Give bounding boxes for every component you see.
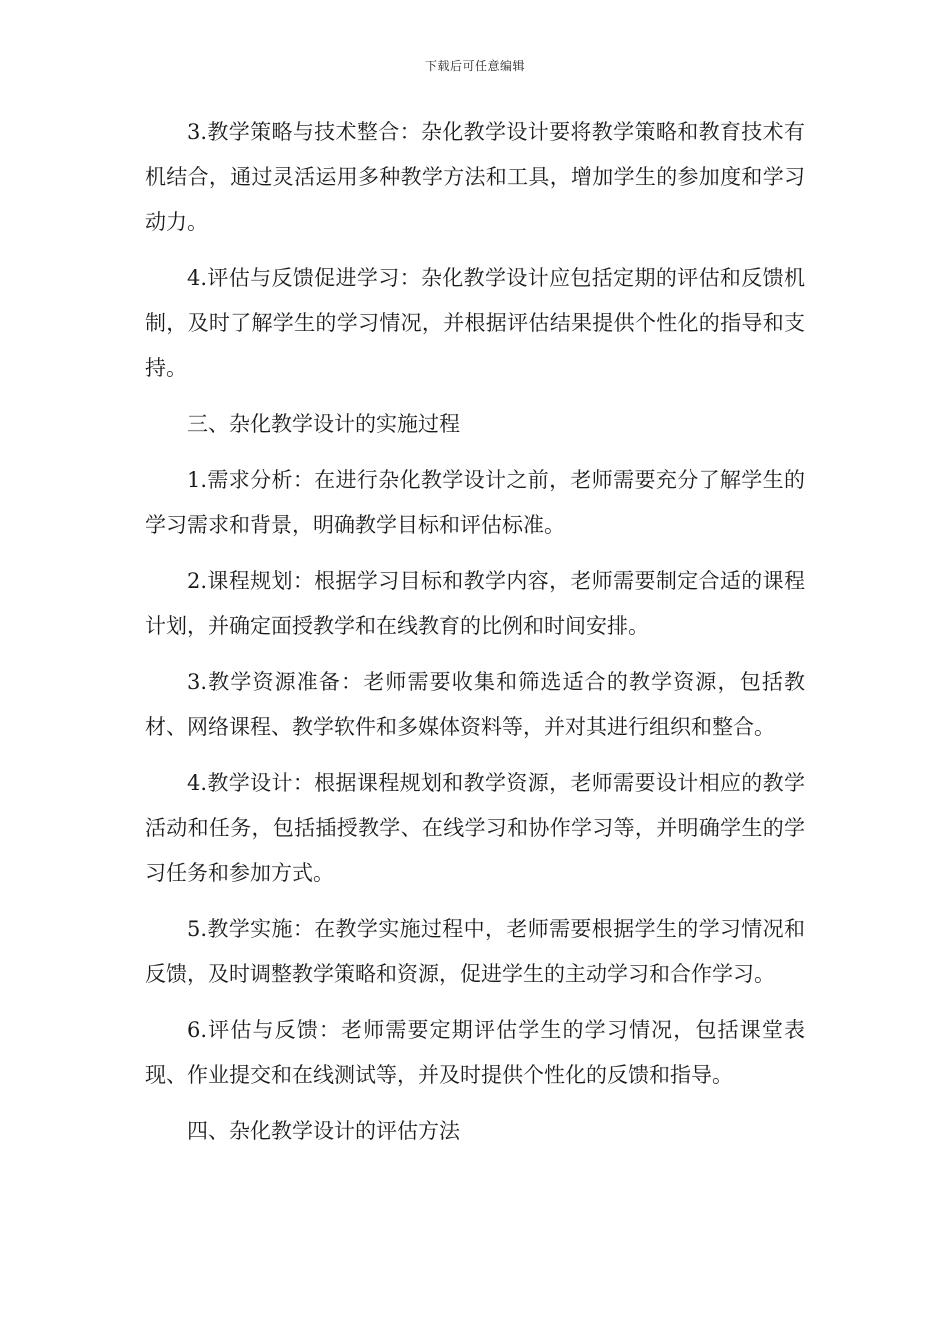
- paragraph-instructional-design: 4.教学设计：根据课程规划和教学资源，老师需要设计相应的教学活动和任务，包括插授教学、在线学习和协作学习等，并明确学生的学习任务和参加方式。: [145, 771, 805, 885]
- paragraph-strategy-tech: 3.教学策略与技术整合：杂化教学设计要将教学策略和教育技术有机结合，通过灵活运用多种教学方法和工具，增加学生的参加度和学习动力。: [145, 120, 805, 234]
- section-heading-evaluation-methods: 四、杂化教学设计的评估方法: [187, 1119, 460, 1143]
- paragraph-needs-analysis: 1.需求分析：在进行杂化教学设计之前，老师需要充分了解学生的学习需求和背景，明确教学目标和评估标准。: [145, 468, 805, 537]
- section-heading-implementation: 三、杂化教学设计的实施过程: [187, 412, 460, 436]
- paragraph-evaluation: 6.评估与反馈：老师需要定期评估学生的学习情况，包括课堂表现、作业提交和在线测试等，并及时提供个性化的反馈和指导。: [145, 1018, 805, 1087]
- paragraph-assessment-feedback: 4.评估与反馈促进学习：杂化教学设计应包括定期的评估和反馈机制，及时了解学生的学习情况，并根据评估结果提供个性化的指导和支持。: [145, 266, 805, 380]
- document-body: [145, 110, 805, 1165]
- paragraph-course-planning: 2.课程规划：根据学习目标和教学内容，老师需要制定合适的课程计划，并确定面授教学和在线教育的比例和时间安排。: [145, 569, 805, 638]
- paragraph-resource-preparation: 3.教学资源准备：老师需要收集和筛选适合的教学资源，包括教材、网络课程、教学软件和多媒体资料等，并对其进行组织和整合。: [145, 670, 805, 739]
- paragraph-implementation: 5.教学实施：在教学实施过程中，老师需要根据学生的学习情况和反馈，及时调整教学策略和资源，促进学生的主动学习和合作学习。: [145, 917, 805, 986]
- header-note: 下载后可任意编辑: [424, 59, 525, 73]
